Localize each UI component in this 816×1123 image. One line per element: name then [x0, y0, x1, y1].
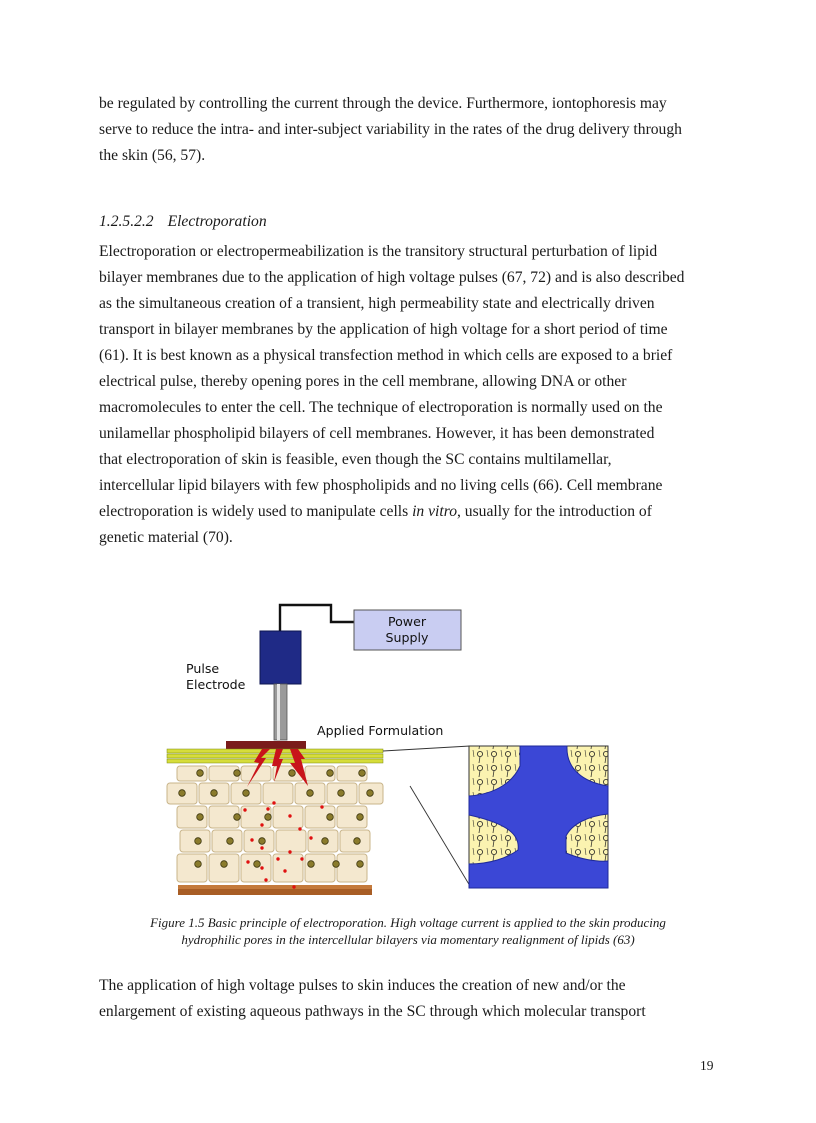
paragraph-electroporation [99, 239, 739, 551]
power-supply-label-line2: Supply [385, 630, 429, 645]
pulse-electrode-label-line2: Electrode [186, 677, 246, 692]
text-line: serve to reduce the intra- and inter-subject variability in the rates of the drug delivery through [99, 121, 682, 138]
italic-term: in vitro [412, 503, 457, 520]
power-wire [280, 605, 355, 631]
zoom-line [383, 746, 470, 751]
paragraph-continued [99, 973, 739, 1025]
text-line: enlargement of existing aqueous pathways in the SC through which molecular transport [99, 1003, 646, 1020]
paragraph-intro-continuation [99, 91, 739, 169]
text-line: electrical pulse, thereby opening pores in the cell membrane, allowing DNA or other [99, 373, 627, 390]
electrode-head [260, 631, 301, 684]
section-heading [99, 213, 267, 231]
caption-line: Figure 1.5 Basic principle of electroporation. High voltage current is applied to the skin producing [150, 915, 666, 930]
electroporation-diagram [0, 596, 816, 911]
text-line: The application of high voltage pulses to skin induces the creation of new and/or the [99, 977, 626, 994]
electrode-shaft [274, 684, 287, 740]
figure-caption [40, 914, 776, 948]
zoom-line [410, 786, 470, 886]
electrode-shaft-highlight [277, 684, 280, 740]
text-span: , usually for the introduction of [457, 503, 652, 520]
section-number: 1.2.5.2.2 [99, 213, 154, 230]
figure-electroporation [0, 596, 816, 911]
text-line: intercellular lipid bilayers with few phospholipids and no living cells (66). Cell membrane [99, 477, 663, 494]
text-line: that electroporation of skin is feasible, even though the SC contains multilamellar, [99, 451, 612, 468]
text-line: as the simultaneous creation of a transient, high permeability state and electrically driven [99, 295, 655, 312]
page-number: 19 [700, 1058, 714, 1073]
text-line: unilamellar phospholipid bilayers of cell membranes. However, it has been demonstrated [99, 425, 655, 442]
caption-line: hydrophilic pores in the intercellular bilayers via momentary realignment of lipids (63) [181, 932, 635, 947]
text-line: be regulated by controlling the current through the device. Furthermore, iontophoresis may [99, 95, 667, 112]
lipid-layer [167, 749, 383, 753]
text-line: Electroporation or electropermeabilization is the transitory structural perturbation of lipid [99, 243, 658, 260]
text-line: macromolecules to enter the cell. The technique of electroporation is normally used on the [99, 399, 663, 416]
text-span: electroporation is widely used to manipulate cells [99, 503, 413, 520]
text-line: transport in bilayer membranes by the application of high voltage for a short period of time [99, 321, 668, 338]
pulse-electrode-label-line1: Pulse [186, 661, 220, 676]
applied-formulation-label: Applied Formulation [317, 723, 444, 738]
text-line: bilayer membranes due to the application of high voltage pulses (67, 72) and is also described [99, 269, 685, 286]
text-line: (61). It is best known as a physical transfection method in which cells are exposed to a brief [99, 347, 673, 364]
zoomed-bilayer-panel [469, 746, 608, 888]
text-line: genetic material (70). [99, 529, 233, 546]
section-title: Electroporation [167, 213, 267, 230]
dermis-shade [178, 889, 372, 895]
text-line: the skin (56, 57). [99, 147, 206, 164]
applied-formulation [226, 741, 306, 749]
power-supply-label-line1: Power [387, 614, 427, 629]
text-line [99, 499, 739, 525]
